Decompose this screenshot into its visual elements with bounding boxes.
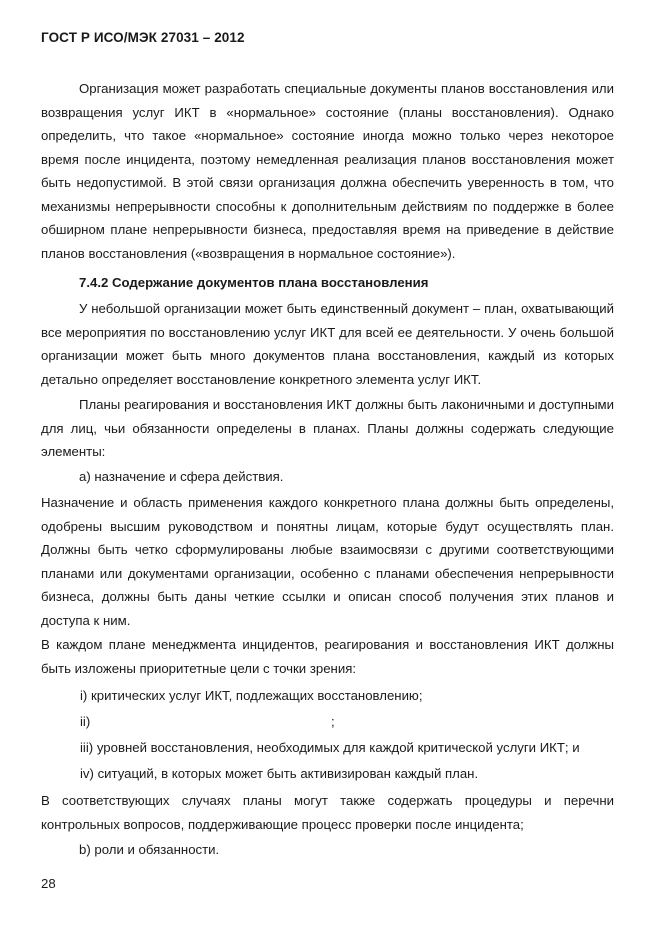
paragraph-priority-goals: В каждом плане менеджмента инцидентов, реагирования и восстановления ИКТ должны быть изложены приоритетные цели с точки зрения: bbox=[41, 637, 614, 676]
paragraph-plan-requirements: Планы реагирования и восстановления ИКТ должны быть лаконичными и доступными для лиц, чьи обязанности определены в планах. Планы должны содержать следующие элементы: bbox=[41, 397, 614, 459]
list-item-ii-label: ii) bbox=[80, 714, 91, 729]
paragraph-recovery-plans: Организация может разработать специальные документы планов восстановления или возвращения услуг ИКТ в «нормальное» состояние (планы восстановления). Однако определить, что такое «нормальное» состояние иногда можно только через некоторое время после инцидента, поэтому немедленная реализация планов восстановления может быть недопустимой. В этой связи организация должна обеспечить уверенность в том, что механизмы непрерывности способны к дополнительным действиям по поддержке в более обширном плане непрерывности бизнеса, предоставляя время на приведение в действие планов восстановления («возвращения в нормальное состояние»). bbox=[41, 81, 614, 261]
paragraph-scope-definition: Назначение и область применения каждого конкретного плана должны быть определены, одобрены высшим руководством и понятны лицам, которые будут осуществлять план. Должны быть четко сформулированы любые взаимосвязи с другими соответствующими планами или документами организации, особенно с планами обеспечения непрерывности бизнеса, должны быть даны четкие ссылки и описан способ получения этих планов и доступа к ним. bbox=[41, 495, 614, 628]
list-item-b: b) роли и обязанности. bbox=[79, 842, 220, 857]
paragraph-procedures: В соответствующих случаях планы могут также содержать процедуры и перечни контрольных вопросов, поддерживающие процесс проверки после инцидента; bbox=[41, 793, 614, 832]
list-item-iii: iii) уровней восстановления, необходимых для каждой критической услуги ИКТ; и bbox=[80, 740, 580, 755]
list-item-iv: iv) ситуаций, в которых может быть активизирован каждый план. bbox=[80, 766, 479, 781]
document-header: ГОСТ Р ИСО/МЭК 27031 – 2012 bbox=[41, 30, 245, 45]
page-number: 28 bbox=[41, 876, 56, 891]
section-heading-7-4-2: 7.4.2 Содержание документов плана восстановления bbox=[79, 275, 429, 290]
list-item-i: i) критических услуг ИКТ, подлежащих восстановлению; bbox=[80, 688, 423, 703]
list-item-a: a) назначение и сфера действия. bbox=[79, 469, 284, 484]
list-item-ii-end: ; bbox=[331, 714, 335, 729]
paragraph-organization-size: У небольшой организации может быть единственный документ – план, охватывающий все мероприятия по восстановлению услуг ИКТ для всей ее деятельности. У очень большой организации может быть много документов плана восстановления, каждый из которых детально определяет восстановление конкретного элемента услуг ИКТ. bbox=[41, 301, 614, 387]
